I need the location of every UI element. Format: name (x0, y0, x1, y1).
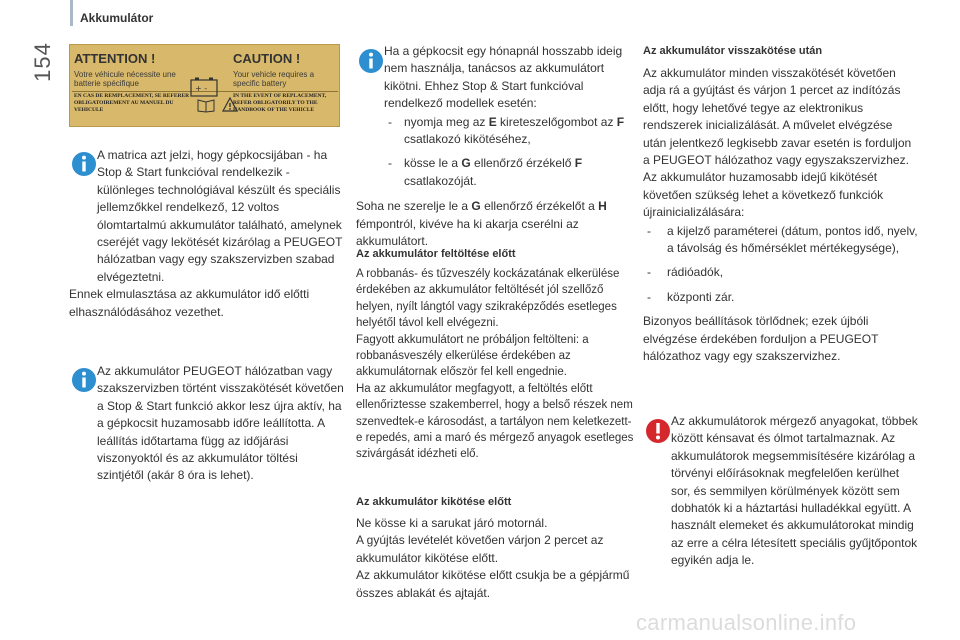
label-warning-triangle-icon (222, 97, 238, 113)
label-caution-heading: CAUTION ! (233, 51, 301, 66)
handbook-icon (196, 97, 216, 113)
disconnect-section (356, 515, 636, 602)
disconnect-heading: Az akkumulátor kikötése előtt (356, 496, 512, 508)
list-item: - a kijelző paraméterei (dátum, pontos idő, nyelv, a távolság és hőmérséklet mértékegysége), (647, 223, 918, 256)
reconnect-text2: Az akkumulátor huzamosabb idejű kikötését követően szükség lehet a következő funkciók újrainicializálására: (643, 170, 884, 220)
label-french-line: Votre véhicule nécessite une batterie spécifique (74, 70, 176, 88)
battery-label-note (69, 147, 344, 321)
reconnect-section (643, 65, 918, 366)
battery-label-note-text: A matrica azt jelzi, hogy gépkocsijában - ha Stop & Start funkcióval rendelkezik - különleges technológiával készült és speciális jellemzőkkel rendelkező, 12 voltos ólomtartalmú akkumulátor található, amelynek cseréjét vagy lekötését kizárólag a PEUGEOT hálózatban vagy egy szakszervizben szabad elvégeztetni. (97, 148, 343, 284)
list-item: - kösse le a G ellenőrző érzékelő F csatlakozóját. (388, 156, 583, 188)
page-number: 154 (30, 42, 55, 82)
label-french-caps: EN CAS DE REMPLACEMENT, SE REFERER OBLIGATOIREMENT AU MANUEL DU VEHICULE (74, 93, 190, 113)
stop-start-reconnect-note (69, 363, 344, 485)
charge-section (356, 266, 636, 463)
label-english-column (233, 45, 337, 126)
disconnect-text3: Az akkumulátor kikötése előtt csukja be a gépjármű összes ablakát és ajtaját. (356, 568, 630, 600)
list-item: - központi zár. (647, 289, 735, 304)
long-storage-note-text: Ha a gépkocsit egy hónapnál hosszabb ideig nem használja, tanácsos az akkumulátort kikötni. Ehhez Stop & Start funkcióval rendelkező modellek esetén: (384, 44, 623, 111)
battery-disposal-warning (643, 413, 918, 570)
sensor-removal-note: Soha ne szerelje le a G ellenőrző érzékelőt a H fémpontról, kivéve ha ki akarja cserélni az akkumulátort. (356, 199, 607, 249)
reconnect-heading: Az akkumulátor visszakötése után (643, 45, 823, 57)
battery-disposal-warning-text: Az akkumulátorok mérgező anyagokat, többek között kénsavat és ólmot tartalmaznak. Az akkumulátorok megsemmisítésére kizárólag a törvényi előírásoknak megfelelően kerülhet sor, és semmilyen körülmények között sem dobhatók ki a háztartási hulladékkal együtt. A használt elemeket és akkumulátorokat mindig az erre a célra létesített speciális gyűjtőpontok egyikén adja le. (671, 414, 918, 568)
reconnect-text1: Az akkumulátor minden visszakötését követően adja rá a gyújtást és várjon 1 percet az indítózás előtt, hogy lehetővé tegye az elektronikus rendszerek inicializálását. A művelet elvégzése után jelentkező legkisebb zavar esetén is forduljon a PEUGEOT hálózathoz vagy egyszakszervizhez. (643, 66, 912, 168)
reconnect-text3: Bizonyos beállítások törlődnek; ezek újbóli elvégzése érdekében forduljon a PEUGEOT hálózathoz vagy egy szakszervizhez. (643, 314, 879, 364)
list-item: - nyomja meg az E kireteszelőgombot az F csatlakozó kikötéséhez, (388, 114, 625, 147)
battery-symbol: + - (195, 84, 208, 93)
watermark: carmanualsonline.info (636, 610, 857, 635)
stop-start-reconnect-note-text: Az akkumulátor PEUGEOT hálózatban vagy szakszervizben történt visszakötését követően a Stop & Start funkció akkor lesz újra aktív, ha a gépkocsit huzamosabb időre leállította. A leállítás időtartama függ az időjárási viszonyoktól és az akkumulátor töltési szintjétől (akár 8 óra is lehet). (97, 364, 344, 483)
charge-heading: Az akkumulátor feltöltése előtt (356, 248, 516, 260)
charge-text3: Ha az akkumulátor megfagyott, a feltöltés előtt ellenőriztesse szakemberrel, hogy a belső részek nem szenvedtek-e károsodást, a tartályon nem keletkezett-e repedés, ami a maró és mérgező anyagok esetleges szivárgását idézheti elő. (356, 382, 634, 461)
label-english-caps: IN THE EVENT OF REPLACEMENT, REFER OBLIGATORILY TO THE HANDBOOK OF THE VEHICLE (233, 93, 327, 113)
long-storage-note (356, 43, 631, 250)
section-header: Akkumulátor (80, 11, 154, 25)
label-french-column (74, 45, 202, 126)
label-attention-heading: ATTENTION ! (74, 51, 156, 66)
label-english-line: Your vehicle requires a specific battery (233, 70, 315, 88)
list-item: - rádióadók, (647, 265, 724, 280)
battery-label-note-text2: Ennek elmulasztása az akkumulátor idő előtti elhasználódásához vezethet. (69, 287, 310, 319)
charge-text: A robbanás- és tűzveszély kockázatának elkerülése érdekében az akkumulátor feltöltését jól szellőző helyen, nyílt lángtól vagy szikraképződés esetleges helyétől távol kell elvégezni. (356, 268, 620, 330)
charge-text2: Fagyott akkumulátort ne próbáljon feltölteni: a robbanásveszély elkerülése érdekében az akkumulátornak először fel kell engednie. (356, 333, 589, 379)
battery-warning-label (69, 44, 340, 127)
accent-bar (70, 0, 73, 26)
disconnect-text2: A gyújtás levételét követően várjon 2 percet az akkumulátor kikötése előtt. (356, 533, 604, 565)
battery-icon (189, 76, 219, 98)
disconnect-text1: Ne kösse ki a sarukat járó motornál. (356, 516, 548, 530)
